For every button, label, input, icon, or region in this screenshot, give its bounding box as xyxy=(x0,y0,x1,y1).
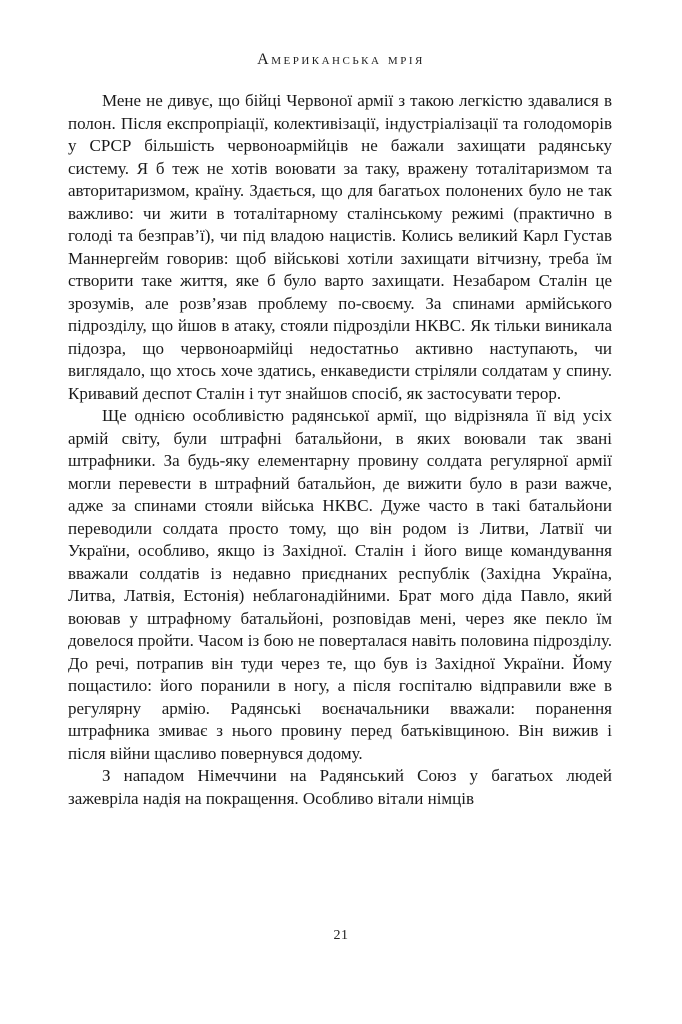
paragraph: Ще однією особливістю радянської армії, що відрізняла її від усіх армій світу, були штрафні батальйони, в яких воювали так звані штрафники. За будь-яку елементарну провину солдата регулярної армії могли перевести в штрафний батальйон, де вижити було в рази важче, адже за спинами стояли війська НКВС. Дуже часто в такі батальйони переводили солдата просто тому, що він родом із Литви, Латвії чи України, особливо, якщо із Західної. Сталін і його вище командування вважали солдатів із недавно приєднаних республік (Західна Україна, Литва, Латвія, Естонія) неблагонадійними. Брат мого діда Павло, який воював у штрафному батальйоні, розповідав мені, через яке пекло їм довелося пройти. Часом із бою не поверталася навіть половина підрозділу. До речі, потрапив він туди через те, що був із Західної України. Йому пощастило: його поранили в ногу, а після госпіталю відправили вже в регулярну армію. Радянські воєначальники вважали: поранення штрафника змиває з нього провину перед батьківщиною. Він вижив і після війни щасливо повернувся додому. xyxy=(68,406,612,763)
paragraph: Мене не дивує, що бійці Червоної армії з такою легкістю здавалися в полон. Після експропріації, колективізації, індустріалізації та голодоморів у СРСР більшість червоноармійців не бажали захищати радянську систему. Я б теж не хотів воювати за таку, вражену тоталітаризмом та авторитаризмом, країну. Здається, що для багатьох полонених було не так важливо: чи жити в тоталітарному сталінському режимі (практично в голоді та безправ’ї), чи під владою нацистів. Колись великий Карл Густав Маннергейм говорив: щоб військові хотіли захищати вітчизну, треба їм створити таке життя, яке б було варто захищати. Незабаром Сталін це зрозумів, але розв’язав проблему по-своєму. За спинами армійського підрозділу, що йшов в атаку, стояли підрозділи НКВС. Як тільки виникала підозра, що червоноармійці недостатньо активно наступають, чи виглядало, що хтось хоче здатись, енкаведисти стріляли солдатам у спину. Кривавий деспот Сталін і тут знайшов спосіб, як застосувати терор. xyxy=(68,91,612,403)
running-header: Американська мрія xyxy=(257,51,425,68)
paragraph: З нападом Німеччини на Радянський Союз у багатьох людей зажевріла надія на покращення. Особливо вітали німців xyxy=(68,766,612,808)
page-number: 21 xyxy=(333,928,349,943)
page-text xyxy=(68,90,612,810)
